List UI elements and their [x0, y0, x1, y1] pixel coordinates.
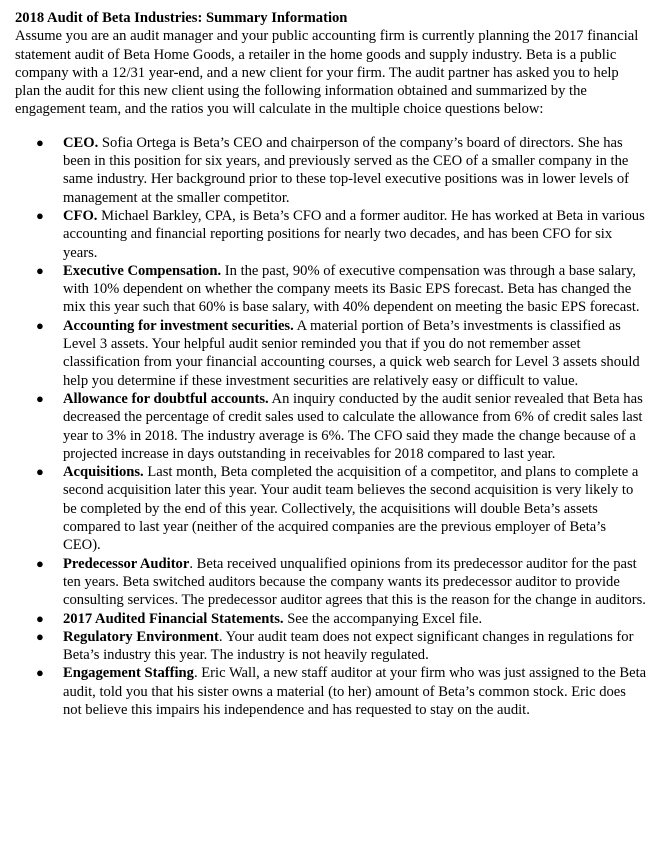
list-item — [15, 664, 647, 719]
item-heading: Acquisitions. — [63, 464, 144, 481]
item-heading: Accounting for investment securities. — [63, 317, 294, 334]
list-item — [15, 134, 647, 207]
item-heading: Executive Compensation. — [63, 262, 222, 279]
bullet-icon: ● — [36, 628, 44, 644]
item-text: . Beta received unqualified opinions from its predecessor auditor for the past ten years. Beta switched auditors because the company wants its predecessor auditor to provide consulting services. The predecessor auditor agrees that this is the reason for the change in auditors. — [63, 555, 646, 609]
list-item — [15, 610, 647, 628]
bullet-icon: ● — [36, 665, 44, 681]
item-heading: Allowance for doubtful accounts. — [63, 390, 269, 407]
bullet-icon: ● — [36, 555, 44, 571]
item-text: Last month, Beta completed the acquisition of a competitor, and plans to complete a second acquisition later this year. Your audit team believes the second acquisition is very likely to be completed by the end of this year. Collectively, the acquisitions will double Beta’s assets compared to last year (neither of the acquired companies are the previous employer of Beta’s CEO). — [63, 464, 639, 554]
intro-paragraph: Assume you are an audit manager and your public accounting firm is currently planning the 2017 financial statement audit of Beta Home Goods, a retailer in the home goods and supply industry. Beta is a public company with a 12/31 year-end, and a new client for your firm. The audit partner has asked you to help plan the audit for this new client using the following information obtained and summarized by the engagement team, and the ratios you will calculate in the multiple choice questions below: — [15, 28, 639, 118]
item-heading: Predecessor Auditor — [63, 555, 190, 572]
item-heading: CEO. — [63, 134, 99, 151]
list-item — [15, 262, 647, 317]
item-heading: 2017 Audited Financial Statements. — [63, 610, 284, 627]
item-text: See the accompanying Excel file. — [283, 610, 483, 627]
list-item — [15, 463, 647, 554]
bullet-icon: ● — [36, 610, 44, 626]
list-item — [15, 317, 647, 390]
item-heading: Regulatory Environment — [63, 628, 219, 645]
list-item — [15, 207, 647, 262]
item-heading: CFO. — [63, 207, 98, 224]
document-title: 2018 Audit of Beta Industries: Summary Information — [15, 10, 348, 26]
item-text: In the past, 90% of executive compensation was through a base salary, with 10% dependent on whether the company meets its Basic EPS forecast. Beta has changed the mix this year such that 60% is base salary, with 40% dependent on meeting the basic EPS forecast. — [63, 262, 640, 316]
bullet-icon: ● — [36, 464, 44, 480]
list-item — [15, 555, 647, 610]
item-heading: Engagement Staffing — [63, 665, 194, 682]
bullet-icon: ● — [36, 317, 44, 333]
item-text: Michael Barkley, CPA, is Beta’s CFO and a former auditor. He has worked at Beta in various accounting and financial reporting positions for nearly two decades, and has been CFO for six years. — [63, 207, 645, 261]
item-text: Sofia Ortega is Beta’s CEO and chairperson of the company’s board of directors. She has been in this position for six years, and previously served as the CEO of a smaller company in the same industry. Her background prior to these top-level executive positions was in lower levels of management at the smaller competitor. — [63, 134, 630, 206]
list-item — [15, 628, 647, 665]
item-text: . Your audit team does not expect significant changes in regulations for Beta’s industry this year. The industry is not heavily regulated. — [63, 628, 634, 664]
bullet-icon: ● — [36, 390, 44, 406]
list-item — [15, 390, 647, 463]
item-text: A material portion of Beta’s investments is classified as Level 3 assets. Your helpful audit senior reminded you that if you do not remember asset classification from your financial accounting courses, a quick web search for Level 3 assets should help you determine if these investment securities are relatively easy or difficult to value. — [63, 317, 640, 389]
bullet-icon: ● — [36, 207, 44, 223]
bullet-icon: ● — [36, 262, 44, 278]
item-text: An inquiry conducted by the audit senior revealed that Beta has decreased the percentage of credit sales used to calculate the allowance from 6% of credit sales last year to 3% in 2018. The industry average is 6%. The CFO said they made the change because of a projected increase in days outstanding in receivables for 2018 compared to last year. — [63, 390, 643, 462]
summary-list — [15, 134, 647, 720]
item-text: . Eric Wall, a new staff auditor at your firm who was just assigned to the Beta audit, told you that his sister owns a material (to her) amount of Beta’s common stock. Eric does not believe this impairs his independence and has requested to stay on the audit. — [63, 665, 647, 718]
bullet-icon: ● — [36, 134, 44, 150]
